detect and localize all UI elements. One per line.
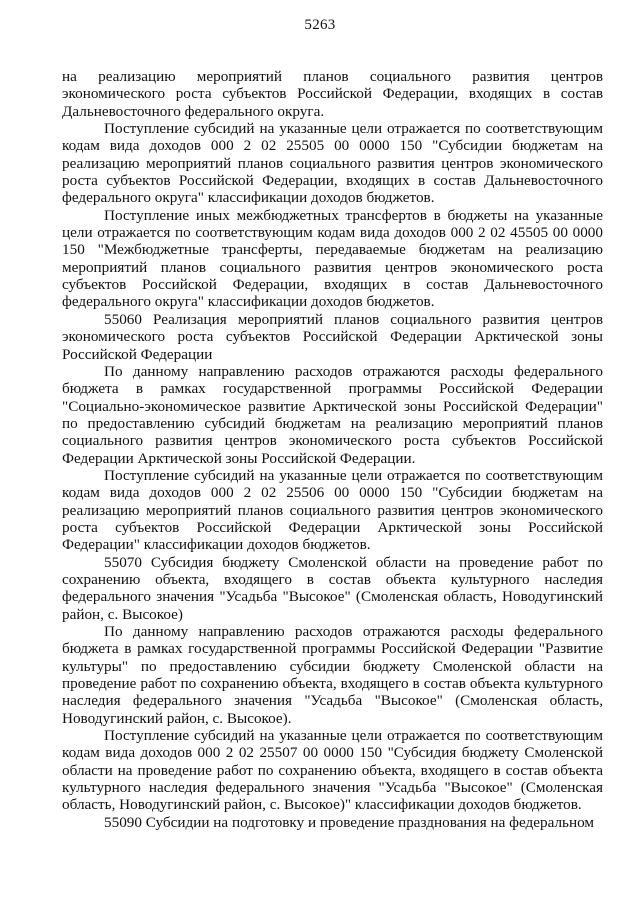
paragraph: Поступление субсидий на указанные цели отражается по соответствующим кодам вида доходов 000 2 02 25506 00 0000 150 "Субсидии бюджетам на реализацию мероприятий планов социального развития центров экономического роста субъектов Российской Федерации Арктической зоны Российской Федерации" классификации доходов бюджетов.	[62, 466, 603, 554]
paragraph-continuation: на реализацию мероприятий планов социального развития центров экономического роста субъектов Российской Федерации, входящих в состав Дальневосточного федерального округа.	[62, 68, 603, 120]
section-heading-55090: 55090 Субсидии на подготовку и проведение празднования на федеральном	[104, 813, 595, 831]
paragraph: Поступление субсидий на указанные цели отражается по соответствующим кодам вида доходов 000 2 02 25505 00 0000 150 "Субсидии бюджетам на реализацию мероприятий планов социального развития центров экономического роста субъектов Российской Федерации, входящих в состав Дальневосточного федерального округа" классификации доходов бюджетов.	[62, 120, 603, 207]
section-heading-55070: 55070 Субсидия бюджету Смоленской области на проведение работ по сохранению объекта, входящего в состав объекта культурного наследия федерального значения "Усадьба "Высокое" (Смоленская область, Новодугинский район, с. Высокое)	[62, 553, 603, 623]
paragraph: Поступление субсидий на указанные цели отражается по соответствующим кодам вида доходов 000 2 02 25507 00 0000 150 "Субсидия бюджету Смоленской области на проведение работ по сохранению объекта, входящего в состав объекта культурного наследия федерального значения "Усадьба "Высокое" (Смоленская область, Новодугинский район, с. Высокое)" классификации доходов бюджетов.	[62, 727, 603, 814]
document-body	[62, 68, 603, 831]
paragraph: Поступление иных межбюджетных трансфертов в бюджеты на указанные цели отражается по соответствующим кодам вида доходов 000 2 02 45505 00 0000 150 "Межбюджетные трансферты, передаваемые бюджетам на реализацию мероприятий планов социального развития центров экономического роста субъектов Российской Федерации, входящих в состав Дальневосточного федерального округа" классификации доходов бюджетов.	[62, 206, 603, 311]
paragraph: По данному направлению расходов отражаются расходы федерального бюджета в рамках государственной программы Российской Федерации "Развитие культуры" по предоставлению субсидии бюджету Смоленской области на проведение работ по сохранению объекта, входящего в состав объекта культурного наследия федерального значения "Усадьба "Высокое" (Смоленская область, Новодугинский район, с. Высокое).	[62, 623, 603, 727]
page-number: 5263	[304, 17, 336, 33]
section-heading-55060: 55060 Реализация мероприятий планов социального развития центров экономического роста субъектов Российской Федерации Арктической зоны Российской Федерации	[62, 310, 603, 363]
paragraph: По данному направлению расходов отражаются расходы федерального бюджета в рамках государственной программы Российской Федерации "Социально-экономическое развитие Арктической зоны Российской Федерации" по предоставлению субсидий бюджетам на реализацию мероприятий планов социального развития центров экономического роста субъектов Российской Федерации Арктической зоны Российской Федерации.	[62, 362, 603, 467]
